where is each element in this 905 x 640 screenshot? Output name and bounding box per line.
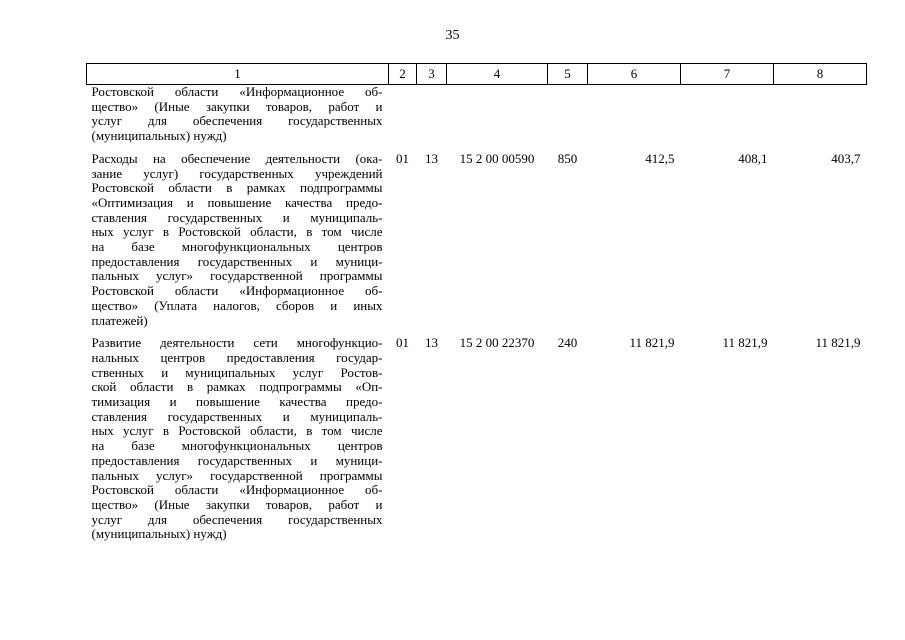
description-line: нальных центров предоставления государ- (91, 349, 383, 365)
table-row (87, 336, 867, 550)
description-line: предоставления государственных и муници- (91, 253, 383, 269)
description-line: щество» (Иные закупки товаров, работ и (91, 496, 383, 512)
description-line: Ростовской области «Информационное об- (91, 283, 383, 299)
description-line: Развитие деятельности сети многофункцио- (91, 335, 383, 351)
description-line: пальных услуг» государственной программы (91, 467, 383, 483)
amount-year-2: 11 821,9 (722, 335, 768, 351)
description-line: ных услуг в Ростовской области, в том числе (91, 224, 383, 240)
description-line: на базе многофункциональных центров (91, 438, 383, 454)
table-row (87, 152, 867, 336)
amount-year-3 (774, 85, 867, 152)
description-line: ской области в рамках подпрограммы «Оп- (91, 379, 383, 395)
target-article-code (447, 85, 548, 152)
description-line: тимизация и повышение качества предо- (91, 394, 383, 410)
column-header: 5 (548, 64, 588, 85)
description-line: (муниципальных) нужд) (91, 526, 227, 542)
table-header-row (87, 64, 867, 85)
subsection-code: 13 (425, 150, 438, 166)
description-line: услуг для обеспечения государственных (91, 511, 383, 527)
description-line: Ростовской области в рамках подпрограммы (91, 180, 383, 196)
description-line: «Оптимизация и повышение качества предо- (91, 194, 383, 210)
section-code: 01 (396, 335, 409, 351)
budget-table (86, 63, 867, 550)
amount-year-3: 403,7 (831, 150, 861, 166)
description-line: предоставления государственных и муници- (91, 452, 383, 468)
row-description (87, 85, 389, 152)
column-header: 8 (774, 64, 867, 85)
description-line: услуг для обеспечения государственных (91, 113, 383, 129)
page-number: 35 (445, 28, 460, 43)
target-article-code: 15 2 00 00590 (459, 150, 535, 166)
description-line: Расходы на обеспечение деятельности (ока- (91, 150, 383, 166)
description-line: ставления государственных и муниципаль- (91, 209, 383, 225)
target-article-code: 15 2 00 22370 (459, 335, 535, 351)
column-header: 6 (588, 64, 681, 85)
description-line: щество» (Уплата налогов, сборов и иных (91, 297, 383, 313)
column-header: 7 (681, 64, 774, 85)
column-header: 2 (389, 64, 417, 85)
column-header: 4 (447, 64, 548, 85)
expense-type-code (548, 85, 588, 152)
row-description (87, 152, 389, 336)
amount-year-1: 412,5 (645, 150, 675, 166)
amount-year-1 (588, 85, 681, 152)
amount-year-2: 408,1 (738, 150, 768, 166)
description-line: ственных и муниципальных услуг Ростов- (91, 364, 383, 380)
description-line: (муниципальных) нужд) (91, 128, 227, 144)
description-line: щество» (Иные закупки товаров, работ и (91, 98, 383, 114)
amount-year-2 (681, 85, 774, 152)
section-code (389, 85, 417, 152)
table-body (87, 85, 867, 551)
table-row (87, 85, 867, 152)
amount-year-3: 11 821,9 (815, 335, 861, 351)
description-line: ставления государственных и муниципаль- (91, 408, 383, 424)
description-line: ных услуг в Ростовской области, в том числе (91, 423, 383, 439)
row-description (87, 336, 389, 550)
description-line: Ростовской области «Информационное об- (91, 84, 383, 99)
section-code: 01 (396, 150, 409, 166)
description-line: зание услуг) государственных учреждений (91, 165, 383, 181)
column-header: 3 (417, 64, 447, 85)
amount-year-1: 11 821,9 (629, 335, 675, 351)
description-line: Ростовской области «Информационное об- (91, 482, 383, 498)
description-line: платежей) (91, 312, 148, 328)
column-header: 1 (87, 64, 389, 85)
subsection-code (417, 85, 447, 152)
expense-type-code: 850 (557, 150, 578, 166)
description-line: на базе многофункциональных центров (91, 239, 383, 255)
expense-type-code: 240 (557, 335, 578, 351)
description-line: пальных услуг» государственной программы (91, 268, 383, 284)
subsection-code: 13 (425, 335, 438, 351)
